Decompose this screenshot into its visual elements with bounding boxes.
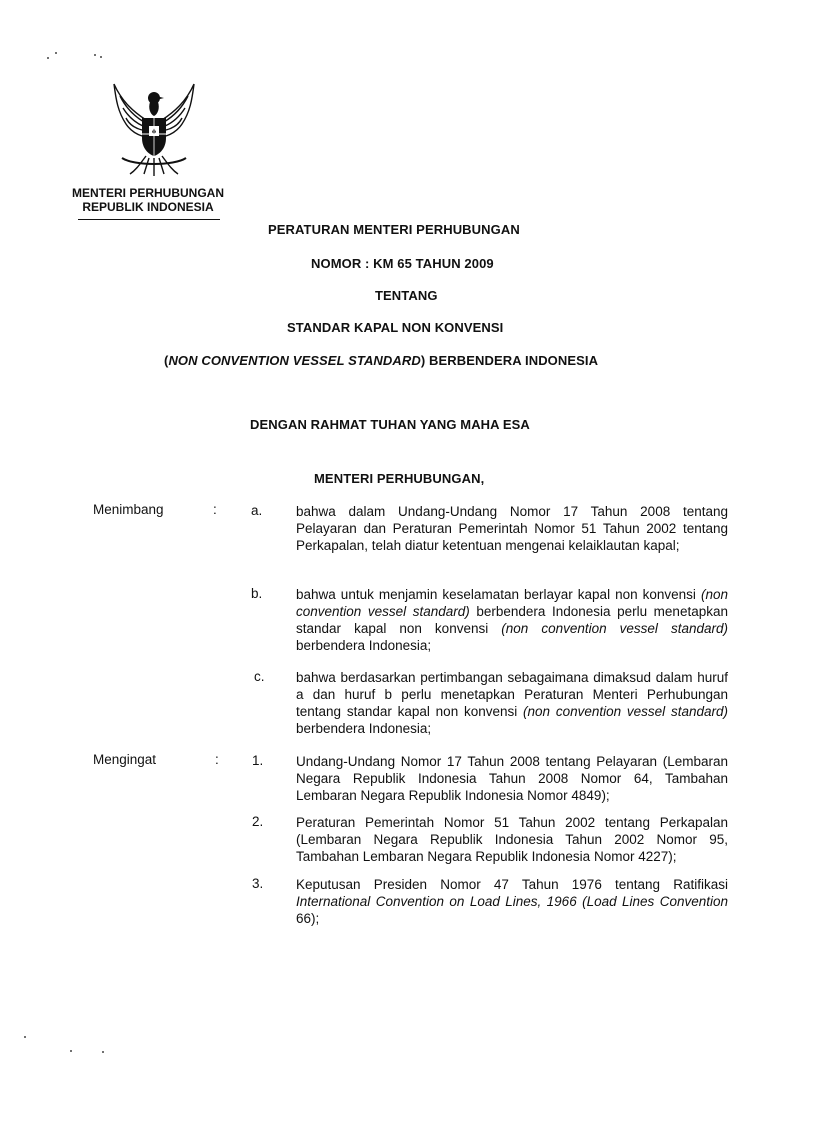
- mengingat-item-3: Keputusan Presiden Nomor 47 Tahun 1976 tentang Ratifikasi International Convention on Load Lines, 1966 (Load Lines Convention 66);: [296, 877, 728, 926]
- scan-speck: [94, 54, 96, 56]
- mengingat-item-2: Peraturan Pemerintah Nomor 51 Tahun 2002 tentang Perkapalan (Lembaran Negara Republik Indonesia Tahun 2002 Nomor 95, Tambahan Lembaran Negara Republik Indonesia Nomor 4227);: [296, 815, 728, 864]
- item-mark: a.: [251, 503, 263, 518]
- title-italic: NON CONVENTION VESSEL STANDARD: [168, 353, 421, 368]
- preamble-grace: DENGAN RAHMAT TUHAN YANG MAHA ESA: [250, 417, 530, 432]
- title-about: TENTANG: [375, 288, 438, 303]
- org-name-line1: MENTERI PERHUBUNGAN: [71, 186, 224, 200]
- item-mark: c.: [254, 669, 265, 684]
- scan-speck: [100, 56, 102, 58]
- section-label-mengingat: Mengingat: [93, 752, 157, 767]
- item-mark: 2.: [252, 814, 264, 829]
- section-colon: :: [215, 752, 219, 767]
- title-number: NOMOR : KM 65 TAHUN 2009: [311, 256, 494, 271]
- org-name-line2: REPUBLIK INDONESIA: [82, 200, 214, 214]
- scan-speck: [70, 1050, 72, 1052]
- org-underline: [78, 219, 220, 220]
- menimbang-item-a: bahwa dalam Undang-Undang Nomor 17 Tahun 2008 tentang Pelayaran dan Peraturan Pemerintah Nomor 51 Tahun 2002 tentang Perkapalan, telah diatur ketentuan mengenai kelaiklautan kapal;: [296, 504, 728, 553]
- section-label-menimbang: Menimbang: [93, 502, 164, 517]
- menimbang-item-c: bahwa berdasarkan pertimbangan sebagaimana dimaksud dalam huruf a dan huruf b perlu menetapkan Peraturan Menteri Perhubungan tentang standar kapal non konvensi (non convention vessel standard) berbendera Indonesia;: [296, 670, 728, 736]
- garuda-emblem-icon: [104, 72, 204, 182]
- item-mark: b.: [251, 586, 263, 601]
- preamble-minister: MENTERI PERHUBUNGAN,: [314, 471, 485, 486]
- title-subject: STANDAR KAPAL NON KONVENSI: [287, 320, 504, 335]
- mengingat-item-1: Undang-Undang Nomor 17 Tahun 2008 tentang Pelayaran (Lembaran Negara Republik Indonesia Tahun 2008 Nomor 64, Tambahan Lembaran Negara Republik Indonesia Nomor 4849);: [296, 754, 728, 803]
- scan-speck: [102, 1051, 104, 1053]
- title-regulation: PERATURAN MENTERI PERHUBUNGAN: [268, 222, 520, 237]
- title-subject-line2: [164, 353, 598, 368]
- scan-speck: [24, 1036, 26, 1038]
- title-flag: BERBENDERA INDONESIA: [429, 353, 599, 368]
- menimbang-item-b: bahwa untuk menjamin keselamatan berlayar kapal non konvensi (non convention vessel standard) berbendera Indonesia perlu menetapkan standar kapal non konvensi (non convention vessel standard) berbendera Indonesia;: [296, 587, 728, 653]
- section-colon: :: [213, 502, 217, 517]
- scan-speck: [47, 57, 49, 59]
- item-mark: 1.: [252, 753, 264, 768]
- item-mark: 3.: [252, 876, 264, 891]
- open-paren: (: [164, 353, 169, 368]
- scan-speck: [55, 52, 57, 54]
- close-paren: ): [420, 353, 426, 368]
